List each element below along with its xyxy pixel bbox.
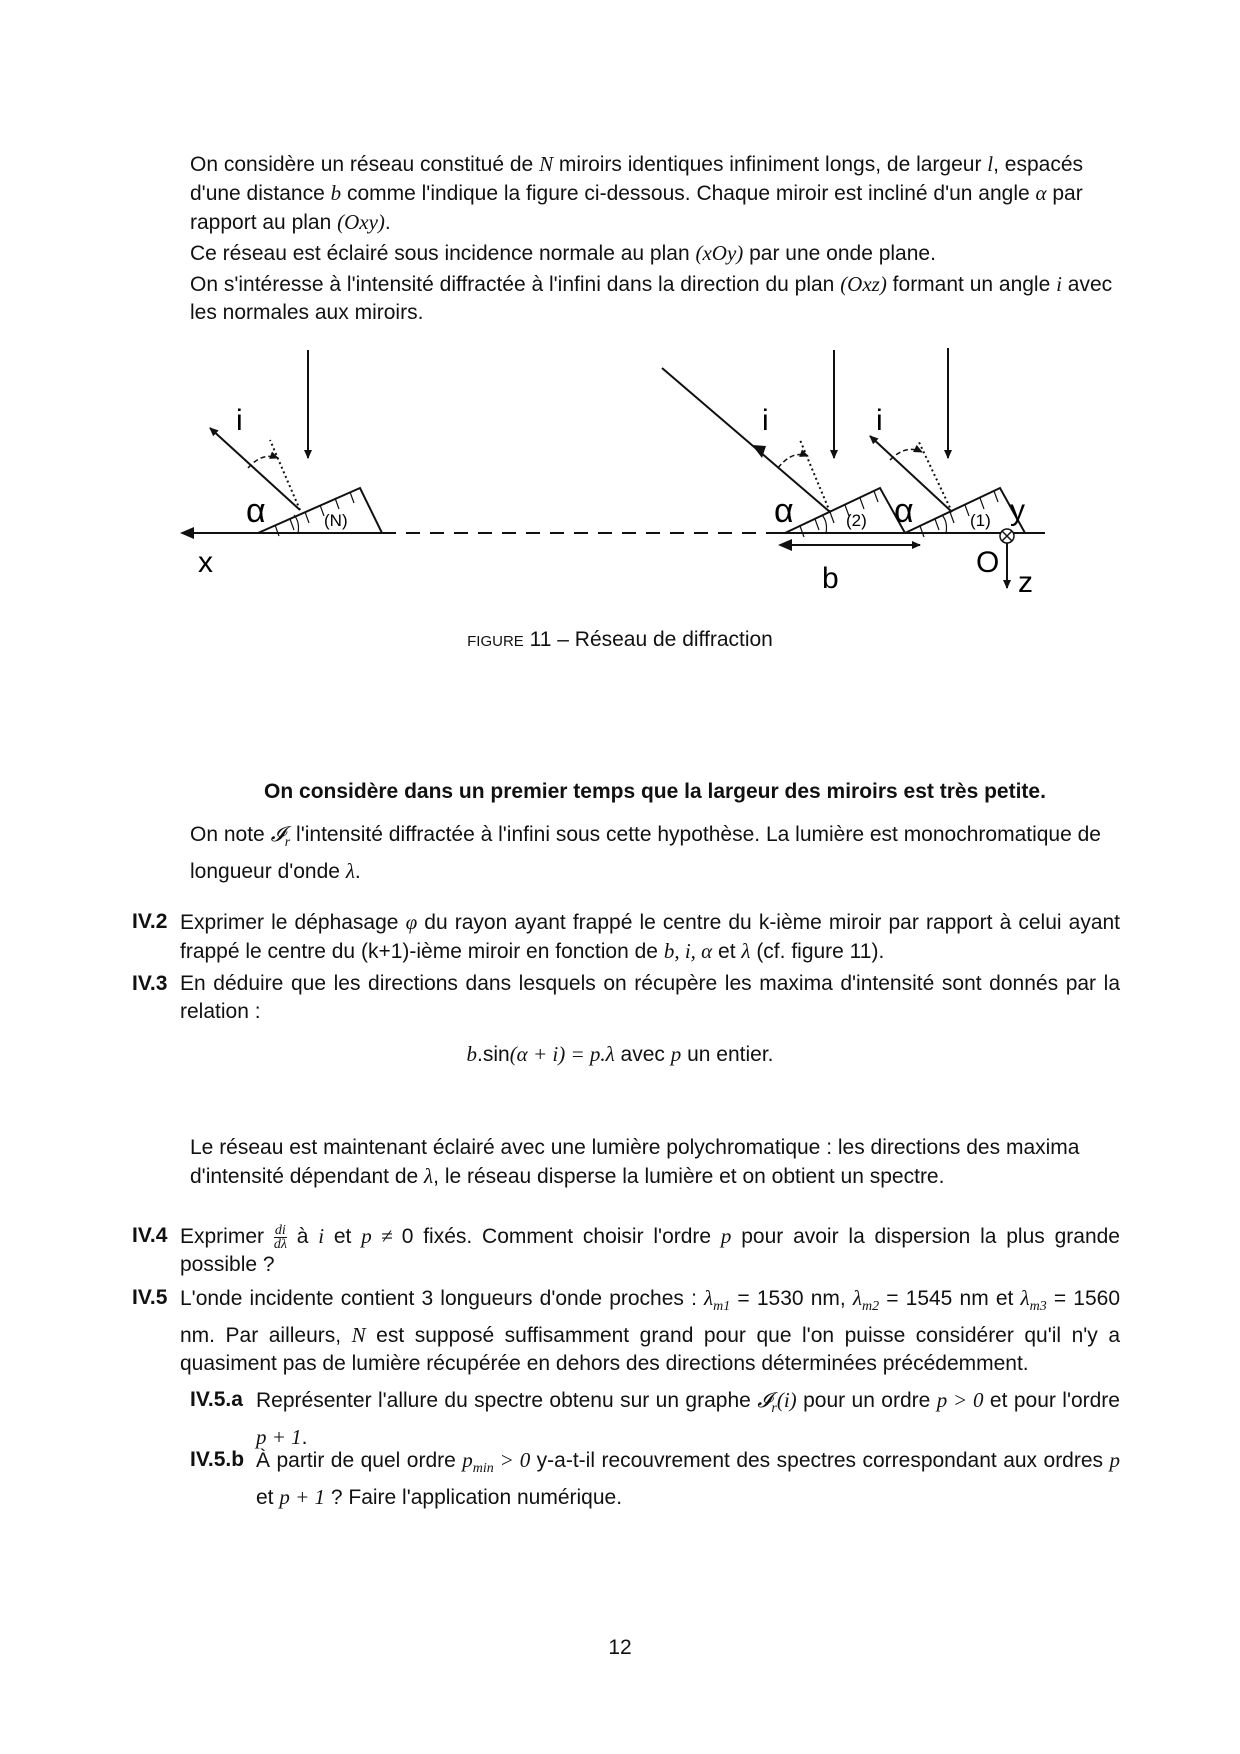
label-i-1: i [876, 404, 883, 437]
question-iv-5: IV.5 L'onde incidente contient 3 longueurs d'onde proches : $\lambda_{m1} = 1530$ nm, $\lambda_{m2} = 1545$ nm et $\lambda_{m3} = 1560$ nm. Par ailleurs, N est supposé suffisamment grand pour que l'on puisse considérer qu'il n'y a quasiment pas de lumière récupérée en dehors des directions déterminées précédemment. [132, 1286, 1121, 1376]
mirror-n [258, 488, 382, 536]
angle-alpha-arc-2 [822, 515, 827, 533]
question-label: IV.5.a [190, 1388, 243, 1411]
normal-2 [800, 440, 830, 512]
label-y: y [1010, 494, 1025, 527]
angle-alpha-arc-1 [942, 515, 947, 533]
question-label: IV.3 [132, 972, 168, 995]
normal-1 [918, 440, 952, 512]
intro-paragraph-3: On s'intéresse à l'intensité diffractée à l'infini dans la direction du plan (Oxz) formant un angle i avec les normales aux miroirs. [190, 272, 1113, 324]
intro-paragraph-1: On considère un réseau constitué de N miroirs identiques infiniment longs, de largeur l, espacés d'une distance b comme l'indique la figure ci-dessous. Chaque miroir est incliné d'un angle α par rapport au plan (Oxy). [190, 152, 1084, 234]
b-distance-arrowhead-left [778, 539, 792, 551]
label-x: x [198, 546, 213, 579]
question-iv-2: IV.2 Exprimer le déphasage φ du rayon ayant frappé le centre du k-ième miroir par rapport à celui ayant frappé le centre du (k+1)-ième miroir en fonction de b, i, α et λ (cf. figure 11). [132, 910, 1121, 963]
label-mirror-2: (2) [846, 511, 867, 530]
page-number: 12 [608, 1636, 632, 1659]
label-i-n: i [236, 404, 243, 437]
question-label: IV.4 [132, 1224, 168, 1247]
label-alpha-1: α [894, 492, 914, 530]
question-label: IV.5 [132, 1286, 168, 1309]
question-iv-4: IV.4 Exprimer $\frac{di}{d\lambda}$ à i et p ≠ 0 fixés. Comment choisir l'ordre p pour avoir la dispersion la plus grande possible ? [132, 1222, 1120, 1276]
normal-n [270, 440, 300, 510]
label-alpha-2: α [774, 492, 794, 530]
question-iv-5-b: IV.5.b À partir de quel ordre $p_{min} > 0$ y-a-t-il recouvrement des spectres correspondant aux ordres p et p + 1 ? Faire l'application numérique. [190, 1448, 1121, 1510]
label-mirror-1: (1) [970, 511, 991, 530]
intro-paragraph-2: Ce réseau est éclairé sous incidence normale au plan (xOy) par une onde plane. [190, 241, 936, 265]
question-iv-5-a: IV.5.a Représenter l'allure du spectre obtenu sur un graphe 𝓘$_r$(i) pour un ordre p > 0 et pour l'ordre p + 1. [190, 1388, 1120, 1450]
question-label: IV.5.b [190, 1448, 245, 1471]
diffracted-ray-2 [662, 368, 830, 512]
figure-caption: figure 11 – Réseau de diffraction [467, 628, 773, 651]
intro-text [190, 150, 1120, 327]
label-mirror-n: (N) [324, 511, 348, 530]
angle-i-arc-2 [778, 455, 808, 469]
note-paragraph: On note 𝓘$_r$ l'intensité diffractée à l'infini sous cette hypothèse. La lumière est monochromatique de longueur d'onde λ. [190, 822, 1101, 884]
label-i-2: i [762, 404, 769, 437]
x-axis-arrowhead [180, 527, 194, 539]
label-z: z [1018, 566, 1033, 599]
polychromatic-paragraph: Le réseau est maintenant éclairé avec une lumière polychromatique : les directions des maxima d'intensité dépendant de λ, le réseau disperse la lumière et on obtient un spectre. [190, 1136, 1080, 1188]
label-alpha-n: α [246, 492, 266, 530]
derivative-fraction: $\frac{di}{d\lambda}$ [273, 1222, 287, 1252]
diffraction-grating-figure [0, 340, 1240, 630]
hypothesis-heading: On considère dans un premier temps que la largeur des miroirs est très petite. [264, 780, 1046, 803]
question-label: IV.2 [132, 910, 168, 933]
mirror-2 [785, 488, 905, 537]
label-b: b [822, 562, 839, 595]
label-o: O [976, 546, 1000, 579]
equation-maxima: b.sin(α + i) = p.λ avec p un entier. [466, 1042, 774, 1066]
question-iv-3: IV.3 En déduire que les directions dans lesquels on récupère les maxima d'intensité sont donnés par la relation : [132, 972, 1120, 1023]
